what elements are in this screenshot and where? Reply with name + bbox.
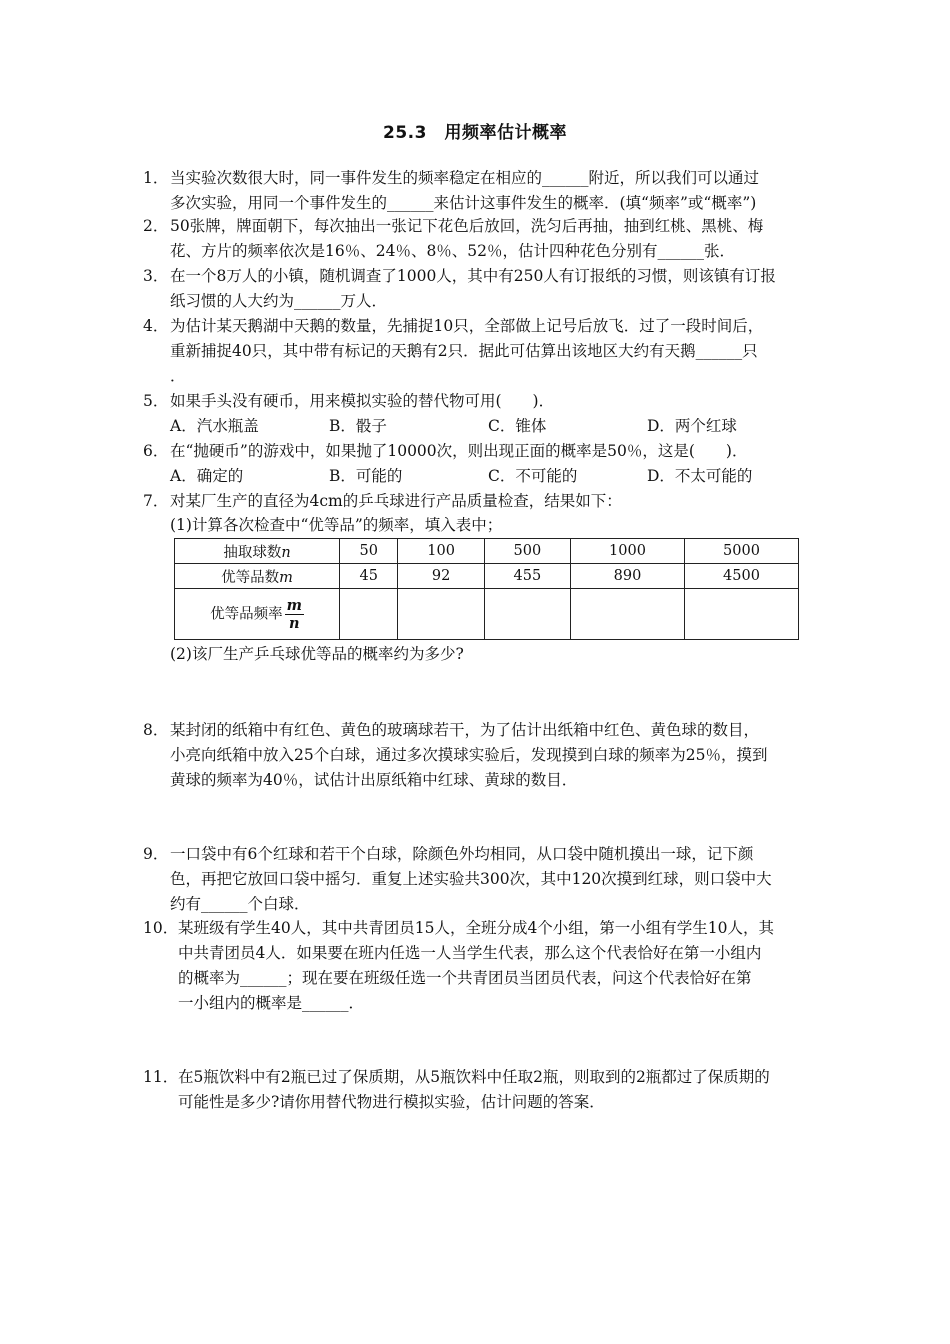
- question-number: 7．: [143, 492, 169, 510]
- fraction: $\frac{m}{n}$: [286, 596, 302, 632]
- question-number: 3．: [143, 267, 169, 285]
- question-text: 小亮向纸箱中放入25个白球，通过多次摸球实验后，发现摸到白球的频率为25％，摸到: [170, 746, 768, 764]
- table-cell: 4500: [684, 564, 798, 589]
- frequency-table: [174, 538, 799, 640]
- choice-a: A．汽水瓶盖: [170, 417, 259, 435]
- question-number: 4．: [143, 317, 169, 335]
- question-10: [143, 916, 813, 1016]
- question-text: 在“抛硬币”的游戏中，如果抛了10000次，则出现正面的概率是50％，这是( )．: [170, 442, 748, 460]
- question-3: [143, 264, 813, 314]
- question-5: [143, 389, 813, 414]
- row-header: 优等品数m: [175, 564, 340, 589]
- choice-a: A．确定的: [170, 467, 244, 485]
- question-text: 某班级有学生40人，其中共青团员15人，全班分成4个小组，第一小组有学生10人，其: [178, 919, 775, 937]
- table-cell: 92: [398, 564, 484, 589]
- table-row: [175, 539, 799, 564]
- question-9: [143, 842, 813, 917]
- question-number: 6．: [143, 442, 169, 460]
- question-4: [143, 314, 813, 389]
- choice-b: B．骰子: [329, 417, 387, 435]
- table-cell: 1000: [570, 539, 684, 564]
- table-cell: 45: [340, 564, 398, 589]
- question-text: 在5瓶饮料中有2瓶已过了保质期，从5瓶饮料中任取2瓶，则取到的2瓶都过了保质期的: [178, 1068, 770, 1086]
- question-number: 5．: [143, 392, 169, 410]
- table-cell: 5000: [684, 539, 798, 564]
- question-number: 10．: [143, 919, 179, 937]
- question-number: 8．: [143, 721, 169, 739]
- table-row: [175, 589, 799, 640]
- page-title: 25.3 用频率估计概率: [383, 123, 567, 143]
- table-cell: 50: [340, 539, 398, 564]
- question-text: 黄球的频率为40％，试估计出原纸箱中红球、黄球的数目．: [170, 771, 578, 789]
- table-cell-blank[interactable]: [484, 589, 570, 640]
- choice-d: D．两个红球: [647, 417, 737, 435]
- question-text: 约有______个白球．: [170, 895, 310, 913]
- question-number: 9．: [143, 845, 169, 863]
- choice-b: B．可能的: [329, 467, 403, 485]
- question-text: 纸习惯的人大约为______万人．: [170, 292, 388, 310]
- question-number: 1．: [143, 169, 169, 187]
- question-text: 如果手头没有硬币，用来模拟实验的替代物可用( )．: [170, 392, 555, 410]
- question-number: 11．: [143, 1068, 179, 1086]
- question-text: ．: [170, 367, 186, 385]
- table-cell-blank[interactable]: [398, 589, 484, 640]
- question-8: [143, 718, 813, 793]
- table-cell: 890: [570, 564, 684, 589]
- question-number: 2．: [143, 217, 169, 235]
- question-text: 某封闭的纸箱中有红色、黄色的玻璃球若干，为了估计出纸箱中红色、黄色球的数目，: [170, 721, 760, 739]
- table-cell: 455: [484, 564, 570, 589]
- question-text: 一小组内的概率是______．: [178, 994, 365, 1012]
- question-text: 重新捕捉40只，其中带有标记的天鹅有2只．据此可估算出该地区大约有天鹅______只: [170, 342, 758, 360]
- question-6: [143, 439, 813, 464]
- table-cell-blank[interactable]: [570, 589, 684, 640]
- question-text: 花、方片的频率依次是16％、24％、8％、52％，估计四种花色分别有______张．: [170, 242, 736, 260]
- question-text: 的概率为______；现在要在班级任选一个共青团员当团员代表，问这个代表恰好在第: [178, 969, 752, 987]
- table-cell-blank[interactable]: [684, 589, 798, 640]
- question-text: 色，再把它放回口袋中摇匀．重复上述实验共300次，其中120次摸到红球，则口袋中大: [170, 870, 772, 888]
- question-text: 多次实验，用同一个事件发生的______来估计这事件发生的概率．(填“频率”或“概率”): [170, 194, 757, 212]
- question-text: 为估计某天鹅湖中天鹅的数量，先捕捉10只，全部做上记号后放飞．过了一段时间后，: [170, 317, 764, 335]
- question-text: 当实验次数很大时，同一事件发生的频率稳定在相应的______附近，所以我们可以通过: [170, 169, 760, 187]
- question-text: 对某厂生产的直径为4cm的乒乓球进行产品质量检查，结果如下：: [170, 492, 622, 510]
- row-header: 优等品频率 $\frac{m}{n}$: [175, 589, 340, 640]
- question-2: [143, 214, 813, 264]
- table-cell: 100: [398, 539, 484, 564]
- question-text: 在一个8万人的小镇，随机调查了1000人，其中有250人有订报纸的习惯，则该镇有订报: [170, 267, 776, 285]
- table-cell-blank[interactable]: [340, 589, 398, 640]
- table-cell: 500: [484, 539, 570, 564]
- choice-c: C．不可能的: [488, 467, 578, 485]
- question-1: [143, 166, 813, 216]
- table-row: [175, 564, 799, 589]
- question-6-choices: [170, 464, 810, 489]
- question-text: 一口袋中有6个红球和若干个白球，除颜色外均相同，从口袋中随机摸出一球，记下颜: [170, 845, 754, 863]
- sub-question-2: (2)该厂生产乒乓球优等品的概率约为多少?: [170, 645, 464, 663]
- question-text: 可能性是多少?请你用替代物进行模拟实验，估计问题的答案．: [178, 1093, 605, 1111]
- sub-question-1: (1)计算各次检查中“优等品”的频率，填入表中；: [170, 516, 503, 534]
- question-7: [143, 489, 813, 514]
- row-header: 抽取球数n: [175, 539, 340, 564]
- choice-d: D．不太可能的: [647, 467, 753, 485]
- question-text: 50张牌，牌面朝下，每次抽出一张记下花色后放回，洗匀后再抽，抽到红桃、黑桃、梅: [170, 217, 764, 235]
- choice-c: C．锥体: [488, 417, 547, 435]
- question-11: [143, 1065, 813, 1115]
- question-5-choices: [170, 414, 810, 439]
- question-text: 中共青团员4人．如果要在班内任选一人当学生代表，那么这个代表恰好在第一小组内: [178, 944, 762, 962]
